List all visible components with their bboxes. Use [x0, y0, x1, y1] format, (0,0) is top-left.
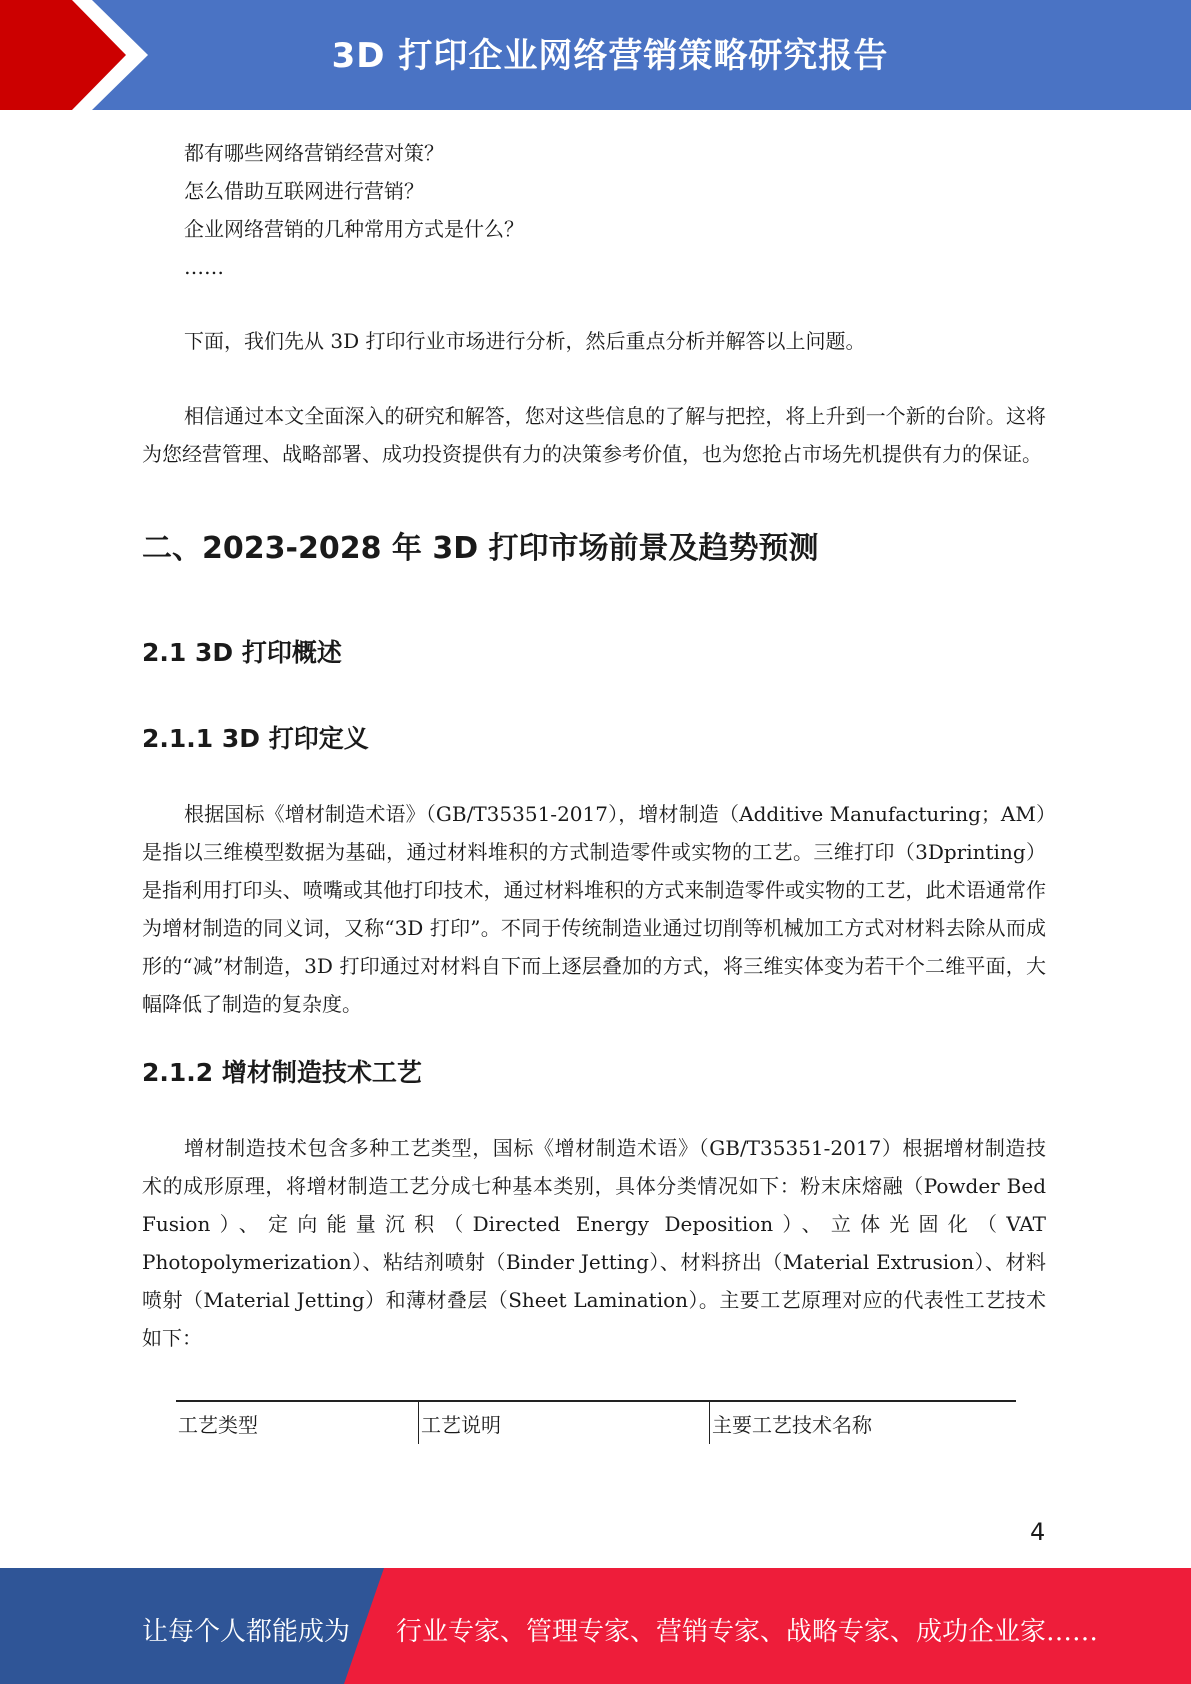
process-paragraph: 增材制造技术包含多种工艺类型，国标《增材制造术语》（GB/T35351-2017）根据增材制造技术的成形原理，将增材制造工艺分成七种基本类别，具体分类情况如下：粉末床熔融（Powder Bed Fusion）、定向能量沉积（Directed Energy Deposition）、立体光固化（VAT Photopolymerization）、粘结剂喷射（Binder Jetting）、材料挤出（Material Extrusion）、材料喷射（Material Jetting）和薄材叠层（Sheet Lamination）。主要工艺原理对应的代表性工艺技术如下：	[142, 1136, 1046, 1350]
subsubsection-heading: 2.1.1 3D 打印定义	[142, 724, 369, 753]
intro-question: 都有哪些网络营销经营对策？	[184, 141, 444, 165]
section-heading: 二、2023-2028 年 3D 打印市场前景及趋势预测	[142, 531, 819, 566]
intro-question: 企业网络营销的几种常用方式是什么？	[184, 217, 524, 241]
intro-question: 怎么借助互联网进行营销？	[184, 179, 424, 203]
page-footer	[0, 1568, 1191, 1684]
table-header-cell: 工艺说明	[419, 1401, 710, 1444]
table-header-cell: 主要工艺技术名称	[710, 1401, 1017, 1444]
table-header-cell: 工艺类型	[176, 1401, 419, 1444]
table-header-row	[176, 1401, 1016, 1444]
document-body	[142, 134, 1046, 1357]
footer-slogan-right: 行业专家、管理专家、营销专家、战略专家、成功企业家……	[396, 1617, 1099, 1647]
definition-paragraph: 根据国标《增材制造术语》（GB/T35351-2017），增材制造（Additive Manufacturing；AM）是指以三维模型数据为基础，通过材料堆积的方式制造零件或实物的工艺。三维打印（3Dprinting）是指利用打印头、喷嘴或其他打印技术，通过材料堆积的方式来制造零件或实物的工艺，此术语通常作为增材制造的同义词，又称“3D 打印”。不同于传统制造业通过切削等机械加工方式对材料去除从而成形的“减”材制造，3D 打印通过对材料自下而上逐层叠加的方式，将三维实体变为若干个二维平面，大幅降低了制造的复杂度。	[142, 802, 1046, 1016]
footer-slogan-left: 让每个人都能成为	[142, 1617, 351, 1647]
process-table	[176, 1400, 1016, 1444]
intro-ellipsis: ……	[184, 255, 224, 279]
page-header	[0, 0, 1191, 110]
subsection-heading: 2.1 3D 打印概述	[142, 638, 342, 667]
report-title: 3D 打印企业网络营销策略研究报告	[331, 36, 889, 76]
conclusion-paragraph: 相信通过本文全面深入的研究和解答，您对这些信息的了解与把控，将上升到一个新的台阶。这将为您经营管理、战略部署、成功投资提供有力的决策参考价值，也为您抢占市场先机提供有力的保证。	[142, 404, 1046, 466]
analysis-paragraph: 下面，我们先从 3D 打印行业市场进行分析，然后重点分析并解答以上问题。	[184, 329, 866, 353]
page-number: 4	[1030, 1518, 1046, 1546]
subsubsection-heading: 2.1.2 增材制造技术工艺	[142, 1058, 422, 1087]
